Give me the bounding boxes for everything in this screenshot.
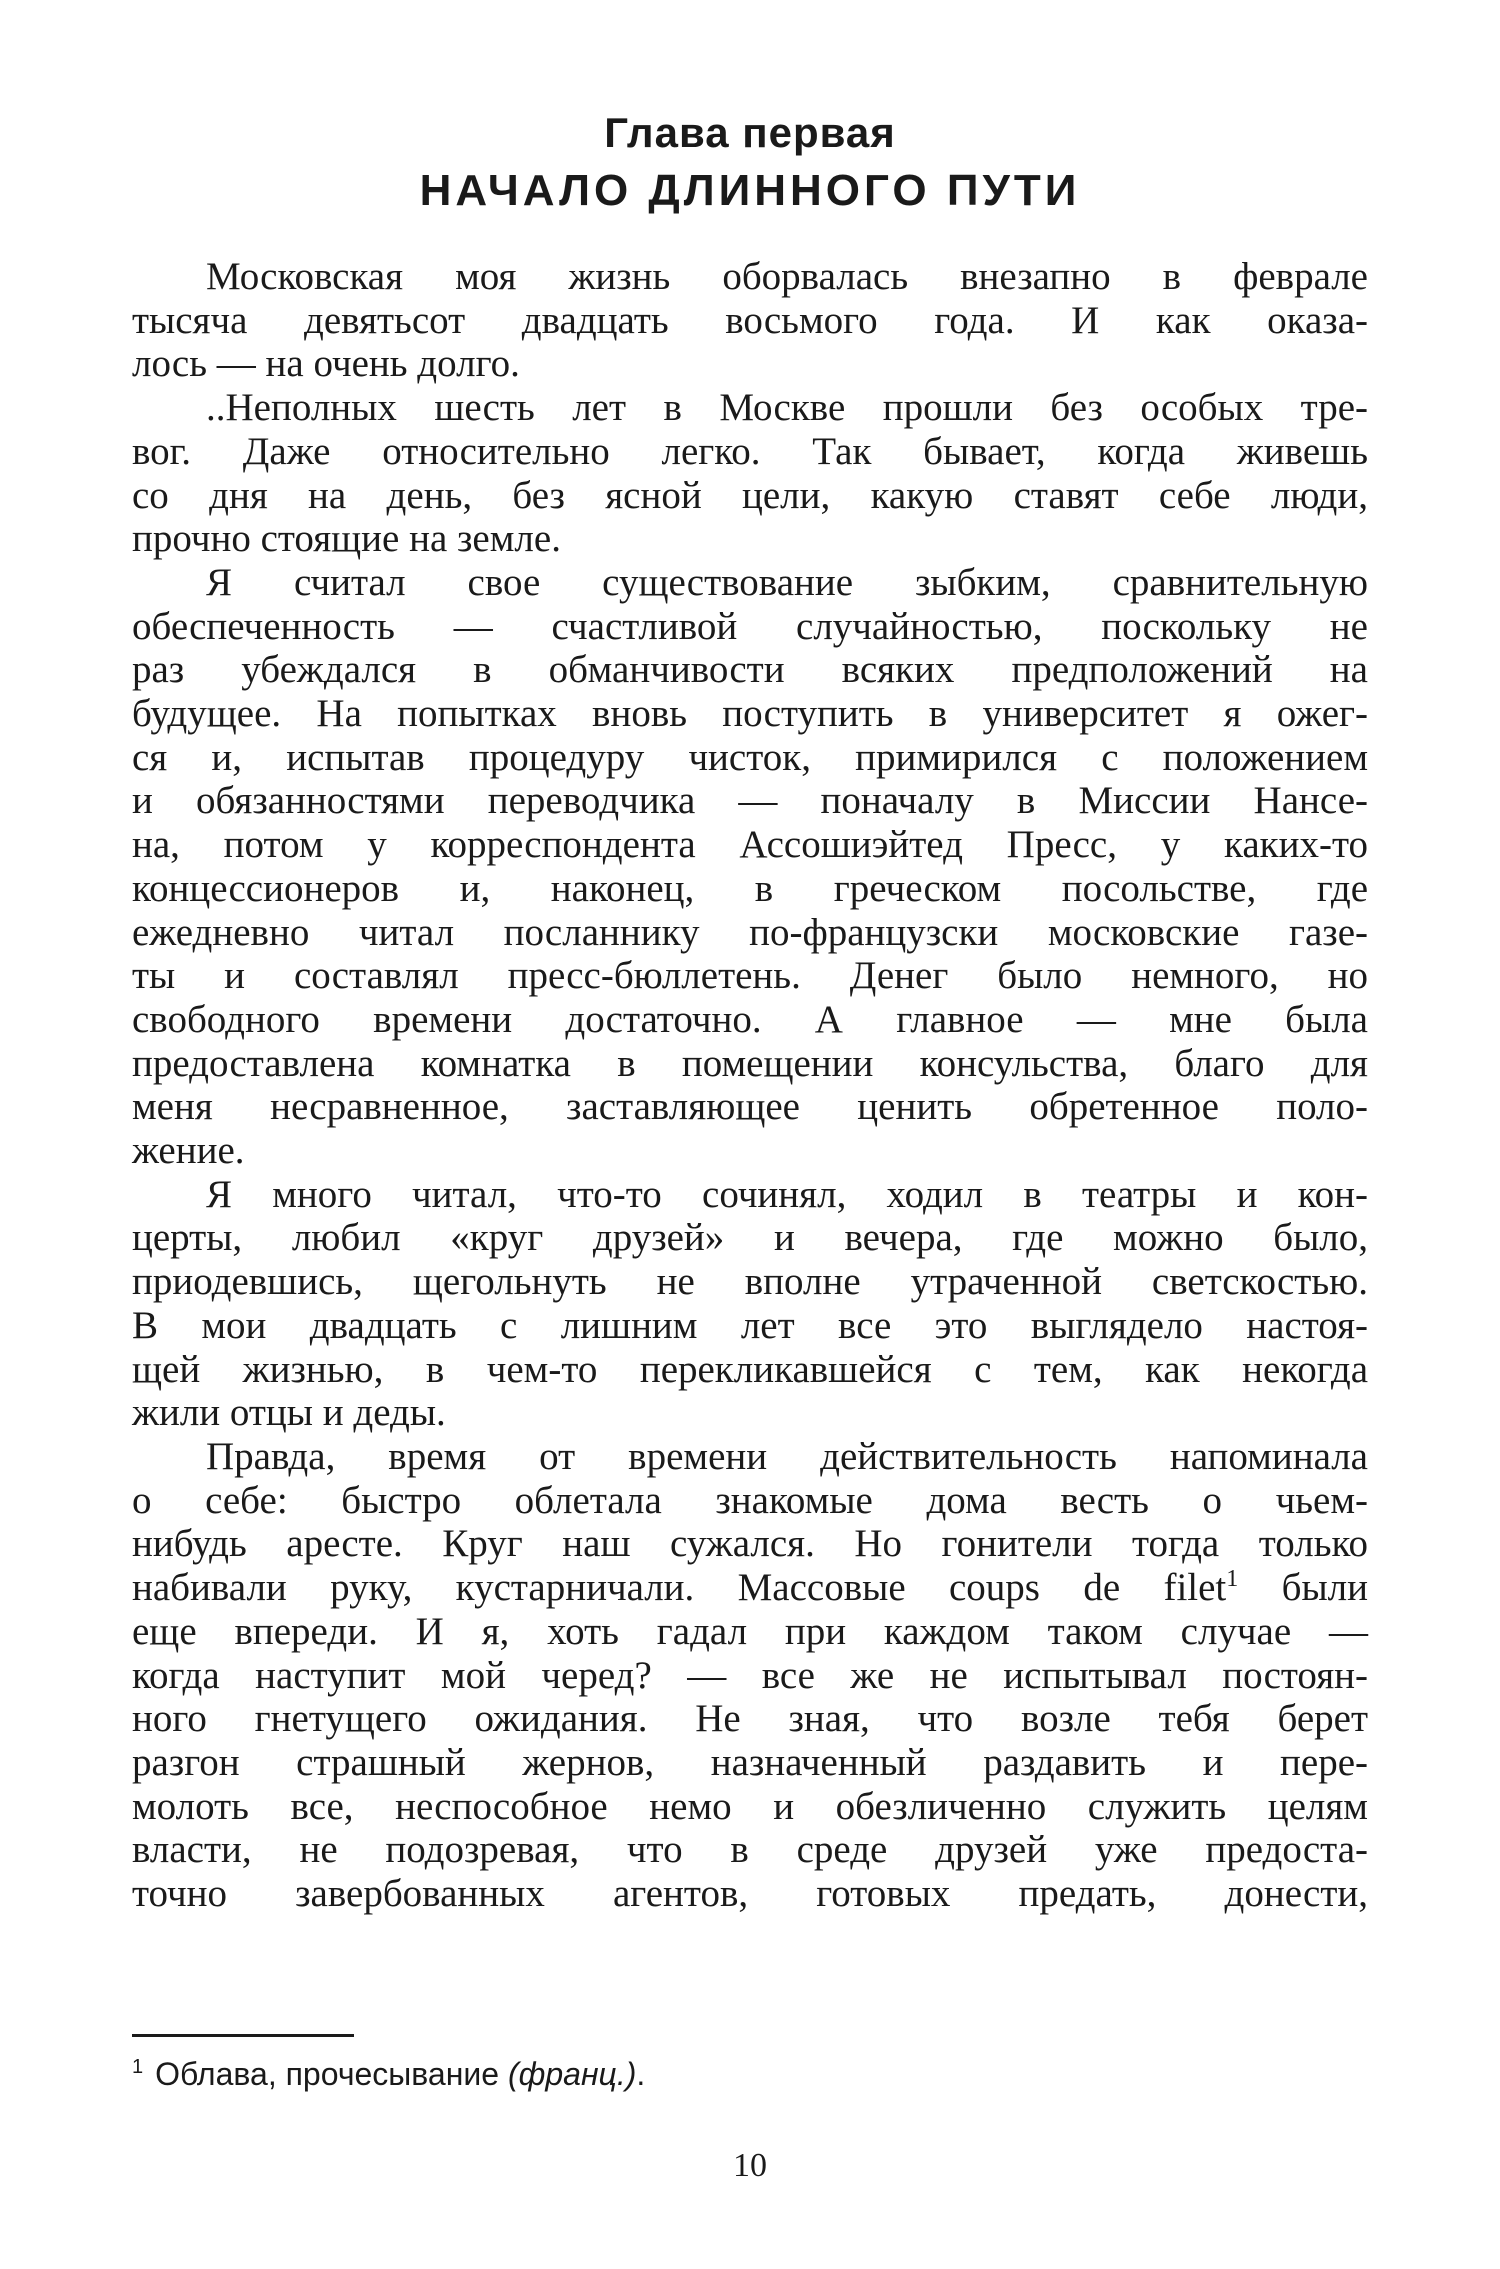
- text-line: и обязанностями переводчика — поначалу в Миссии Нансе-: [132, 779, 1368, 823]
- text-line: Правда, время от времени действительность напоминала: [206, 1434, 1368, 1478]
- chapter-label: Глава первая: [604, 109, 896, 156]
- text-line: ного гнетущего ожидания. Не зная, что возле тебя берет: [132, 1697, 1368, 1741]
- footnote-end: .: [636, 2056, 646, 2092]
- footnote-text: Облава, прочесывание: [155, 2056, 508, 2092]
- text-line: на, потом у корреспондента Ассошиэйтед Пресс, у каких-то: [132, 823, 1368, 867]
- text-line: власти, не подозревая, что в среде друзей уже предоста-: [132, 1828, 1368, 1872]
- text-line: разгон страшный жернов, назначенный раздавить и пере-: [132, 1740, 1368, 1784]
- text-line: точно завербованных агентов, готовых предать, донести,: [132, 1872, 1368, 1916]
- text-line: ежедневно читал посланнику по-французски московские газе-: [132, 910, 1368, 954]
- text-line: лось — на очень долго.: [132, 342, 520, 386]
- text-line: приодевшись, щегольнуть не вполне утраченной светскостью.: [132, 1260, 1368, 1304]
- text-line: вог. Даже относительно легко. Так бывает, когда живешь: [132, 429, 1368, 473]
- text-line: свободного времени достаточно. А главное — мне была: [132, 997, 1368, 1041]
- text-line: нибудь аресте. Круг наш сужался. Но гонители тогда только: [132, 1522, 1368, 1566]
- text-line: ся и, испытав процедуру чисток, примирился с положением: [132, 735, 1368, 779]
- text-line: со дня на день, без ясной цели, какую ставят себе люди,: [132, 473, 1368, 517]
- text-line: ..Неполных шесть лет в Москве прошли без особых тре-: [206, 386, 1368, 430]
- text-line: жили отцы и деды.: [132, 1391, 446, 1435]
- text-line: когда наступит мой черед? — все же не испытывал постоян-: [132, 1653, 1368, 1697]
- text-line-tail: были: [1238, 1566, 1368, 1610]
- text-line: прочно стоящие на земле.: [132, 517, 561, 561]
- text-line: обеспеченность — счастливой случайностью, поскольку не: [132, 604, 1368, 648]
- text-line: предоставлена комнатка в помещении консульства, благо для: [132, 1041, 1368, 1085]
- text-line: набивали руку, кустарничали. Массовые coups de filet$^1$ были: [132, 1566, 1368, 1610]
- footnote-reference: 1: [1226, 1566, 1239, 1593]
- text-line: концессионеров и, наконец, в греческом посольстве, где: [132, 866, 1368, 910]
- text-line: ты и составлял пресс-бюллетень. Денег было немного, но: [132, 954, 1368, 998]
- footnote-language-note: (франц.): [507, 2056, 637, 2092]
- text-line: тысяча девятьсот двадцать восьмого года. И как оказа-: [132, 298, 1368, 342]
- text-line: будущее. На попытках вновь поступить в университет я ожег-: [132, 692, 1368, 736]
- text-line: еще впереди. И я, хоть гадал при каждом таком случае —: [132, 1609, 1368, 1653]
- chapter-title: НАЧАЛО ДЛИННОГО ПУТИ: [419, 166, 1081, 215]
- text-line: щей жизнью, в чем-то перекликавшейся с тем, как некогда: [132, 1347, 1368, 1391]
- footnote-divider: [132, 2034, 354, 2037]
- text-line: о себе: быстро облетала знакомые дома весть о чьем-: [132, 1478, 1368, 1522]
- text-line: церты, любил «круг друзей» и вечера, где можно было,: [132, 1216, 1368, 1260]
- text-line: меня несравненное, заставляющее ценить обретенное поло-: [132, 1085, 1368, 1129]
- footnote: [132, 2054, 1368, 2094]
- text-line: Московская моя жизнь оборвалась внезапно в феврале: [206, 255, 1368, 298]
- text-line: молоть все, неспособное немо и обезличенно служить целям: [132, 1784, 1368, 1828]
- body-text: [132, 255, 1368, 1916]
- text-line: Я много читал, что-то сочинял, ходил в театры и кон-: [206, 1172, 1368, 1216]
- page-number: 10: [733, 2147, 767, 2184]
- text-line: раз убеждался в обманчивости всяких предположений на: [132, 648, 1368, 692]
- text-line: Я считал свое существование зыбким, сравнительную: [206, 560, 1368, 604]
- footnote-marker: 1: [132, 2056, 144, 2079]
- text-line: В мои двадцать с лишним лет все это выглядело настоя-: [132, 1303, 1368, 1347]
- text-line: жение.: [132, 1129, 245, 1173]
